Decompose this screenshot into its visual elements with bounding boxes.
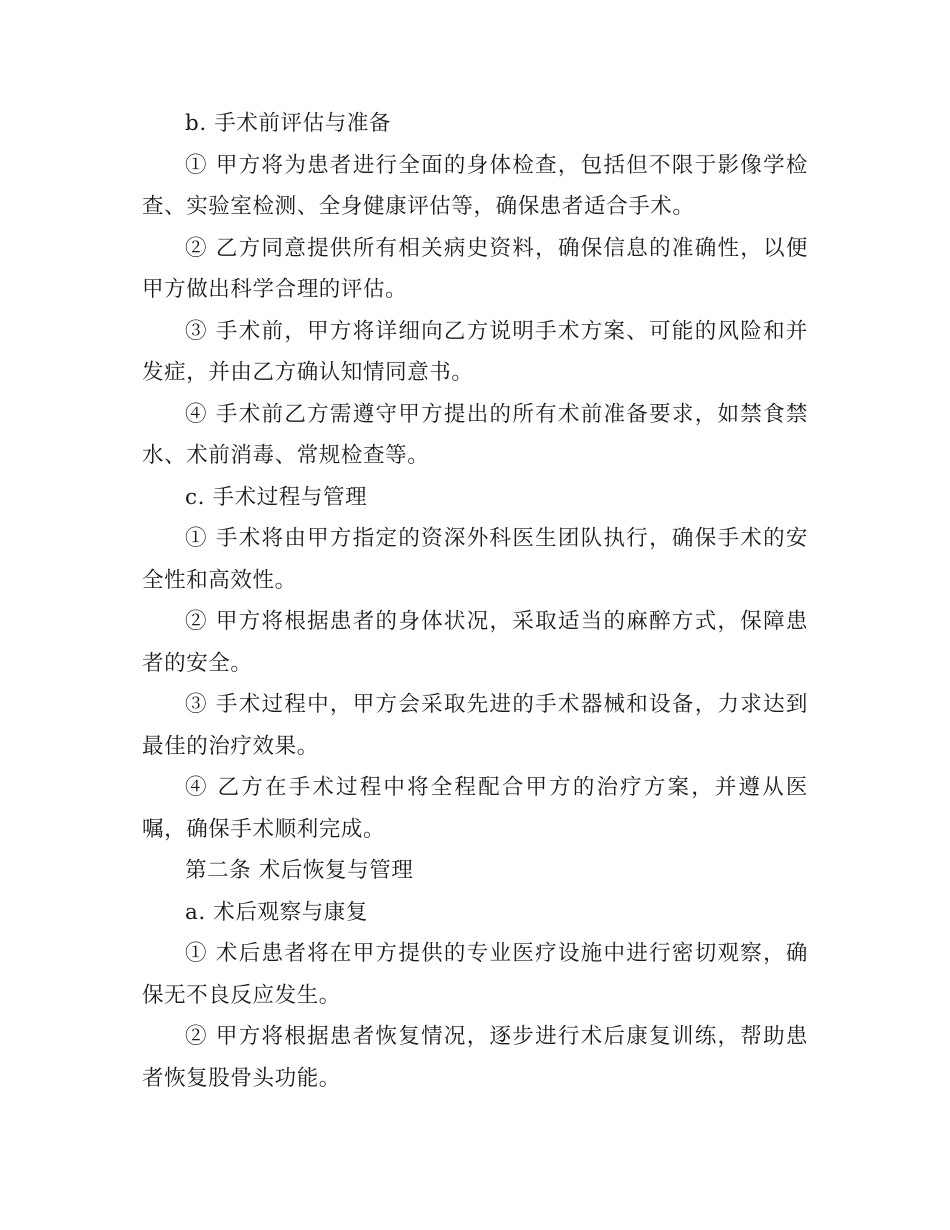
article-heading-2: 第二条 术后恢复与管理 <box>185 858 414 883</box>
clause-c-2: ② 甲方将根据患者的身体状况，采取适当的麻醉方式，保障患者的安全。 <box>142 609 808 676</box>
clause-b-3: ③ 手术前，甲方将详细向乙方说明手术方案、可能的风险和并发症，并由乙方确认知情同意书。 <box>142 318 808 385</box>
clause-c-3: ③ 手术过程中，甲方会采取先进的手术器械和设备，力求达到最佳的治疗效果。 <box>142 692 808 759</box>
clause-c-4: ④ 乙方在手术过程中将全程配合甲方的治疗方案，并遵从医嘱，确保手术顺利完成。 <box>142 775 808 842</box>
clause-b-1: ① 甲方将为患者进行全面的身体检查，包括但不限于影像学检查、实验室检测、全身健康评估等，确保患者适合手术。 <box>142 152 808 219</box>
clause-a-2: ② 甲方将根据患者恢复情况，逐步进行术后康复训练，帮助患者恢复股骨头功能。 <box>142 1024 808 1091</box>
clause-b-4: ④ 手术前乙方需遵守甲方提出的所有术前准备要求，如禁食禁水、术前消毒、常规检查等。 <box>142 401 808 468</box>
clause-b-2: ② 乙方同意提供所有相关病史资料，确保信息的准确性，以便甲方做出科学合理的评估。 <box>142 235 808 302</box>
clause-c-1: ① 手术将由甲方指定的资深外科医生团队执行，确保手术的安全性和高效性。 <box>142 526 808 593</box>
clause-a-1: ① 术后患者将在甲方提供的专业医疗设施中进行密切观察，确保无不良反应发生。 <box>142 941 808 1008</box>
section-heading-b: b. 手术前评估与准备 <box>185 111 392 136</box>
section-heading-c: c. 手术过程与管理 <box>185 484 368 510</box>
section-heading-a: a. 术后观察与康复 <box>185 899 368 925</box>
